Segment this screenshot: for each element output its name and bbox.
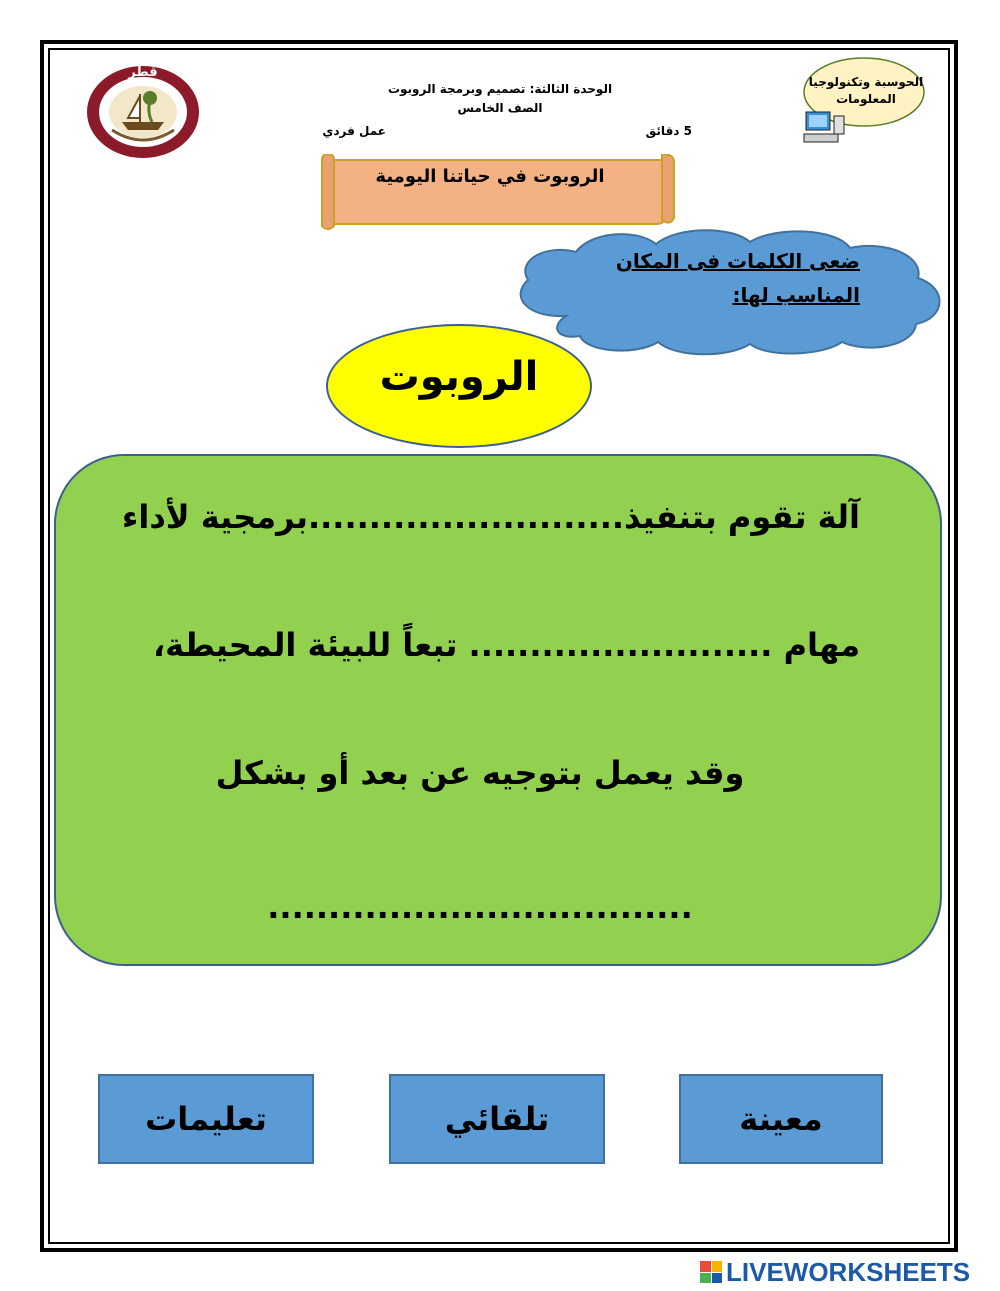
liveworksheets-brand [700,1257,970,1287]
passage-line-3: وقد يعمل بتوجيه عن بعد أو بشكل [215,754,745,792]
passage-line-1[interactable]: آلة تقوم بتنفيذ..........................برمجية لأداء [122,498,860,536]
work-type-label: عمل فردي [322,124,386,138]
topic-label: الروبوت [379,354,539,400]
liveworksheets-icon [700,1261,722,1283]
ministry-logo [82,60,204,160]
worksheet-title: الروبوت في حياتنا اليومية [375,166,605,187]
passage-blank-3[interactable]: ................................... [267,888,693,926]
passage-line-2[interactable]: مهام ......................... تبعاً للبيئة المحيطة، [153,626,860,664]
subject-label: الحوسبة وتكنولوجيا المعلومات [808,75,924,106]
duration-label: 5 دقائق [645,124,692,138]
instruction-text: ضعى الكلمات فى المكان المناسب لها: [615,249,860,307]
svg-text:قطر: قطر [128,65,158,80]
unit-title: الوحدة الثالثة: تصميم وبرمجة الروبوت [387,82,613,96]
grade-label: الصف الخامس [457,101,543,115]
brand-text: LIVEWORKSHEETS [726,1256,971,1287]
word-card-specific[interactable]: معينة [679,1074,883,1164]
word-card-automatic[interactable]: تلقائي [389,1074,605,1164]
word-card-instructions[interactable]: تعليمات [98,1074,314,1164]
